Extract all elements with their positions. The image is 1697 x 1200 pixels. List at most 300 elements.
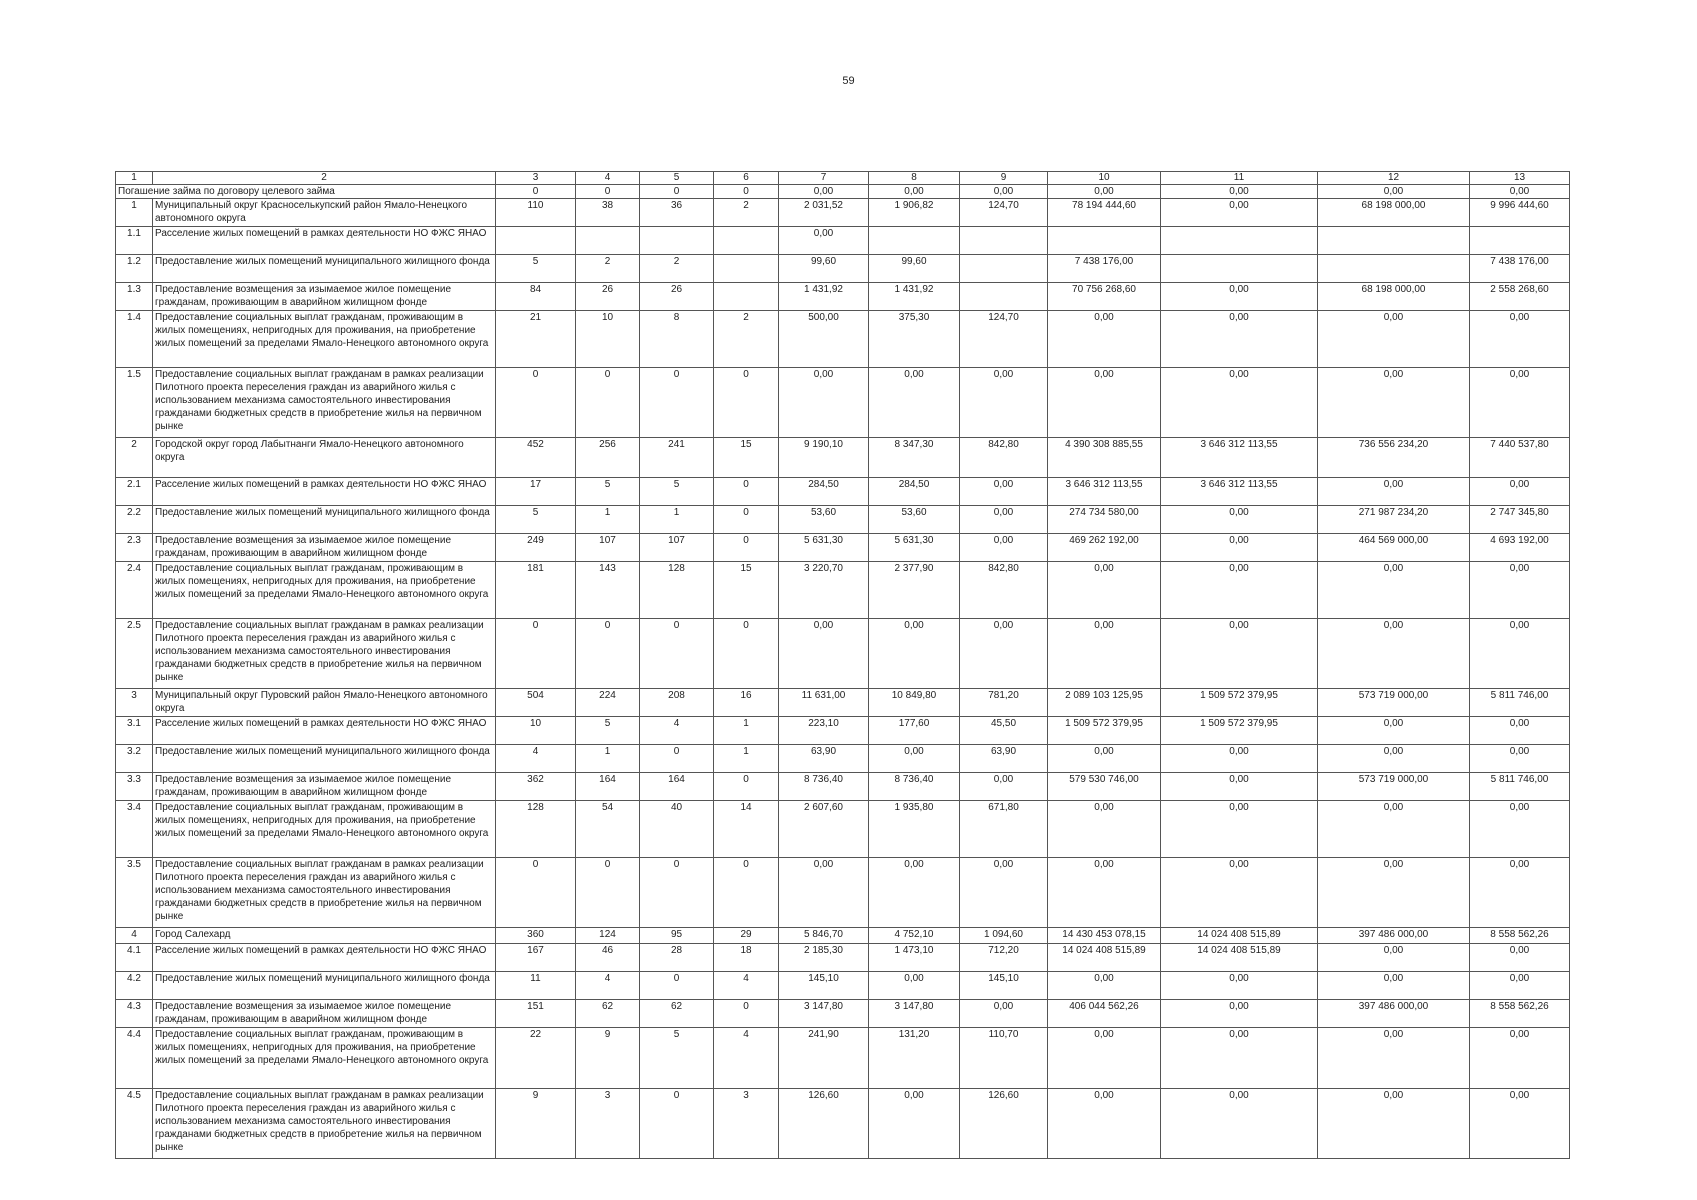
value-cell: 1 094,60 — [960, 928, 1048, 944]
value-cell: 0,00 — [1161, 773, 1318, 801]
value-cell: 274 734 580,00 — [1048, 506, 1161, 534]
value-cell: 68 198 000,00 — [1318, 283, 1470, 311]
value-cell: 14 024 408 515,89 — [1048, 944, 1161, 972]
value-cell: 45,50 — [960, 717, 1048, 745]
value-cell: 164 — [640, 773, 714, 801]
value-cell: 4 390 308 885,55 — [1048, 438, 1161, 478]
value-cell: 46 — [576, 944, 640, 972]
value-cell: 500,00 — [779, 311, 869, 368]
value-cell: 126,60 — [960, 1089, 1048, 1159]
value-cell — [869, 227, 960, 255]
value-cell: 736 556 234,20 — [1318, 438, 1470, 478]
value-cell: 0,00 — [1318, 368, 1470, 438]
value-cell: 5 — [576, 478, 640, 506]
row-description: Предоставление возмещения за изымаемое жилое помещение гражданам, проживающим в аварийном жилищном фонде — [153, 534, 496, 562]
value-cell: 99,60 — [779, 255, 869, 283]
table-row — [116, 1089, 1570, 1159]
value-cell: 0,00 — [1048, 368, 1161, 438]
value-cell: 0,00 — [1161, 1000, 1318, 1028]
column-number-row — [116, 172, 1570, 185]
row-number: 3.3 — [116, 773, 153, 801]
value-cell: 256 — [576, 438, 640, 478]
value-cell: 15 — [714, 562, 779, 619]
value-cell — [1318, 255, 1470, 283]
table-row — [116, 801, 1570, 858]
value-cell: 62 — [576, 1000, 640, 1028]
value-cell — [1161, 255, 1318, 283]
value-cell: 5 846,70 — [779, 928, 869, 944]
value-cell: 0,00 — [1161, 801, 1318, 858]
value-cell: 10 — [496, 717, 576, 745]
value-cell: 63,90 — [779, 745, 869, 773]
value-cell: 0,00 — [1161, 283, 1318, 311]
value-cell: 0,00 — [1161, 1028, 1318, 1089]
value-cell: 0,00 — [1318, 972, 1470, 1000]
value-cell: 249 — [496, 534, 576, 562]
value-cell: 4 693 192,00 — [1470, 534, 1570, 562]
value-cell: 1 509 572 379,95 — [1161, 717, 1318, 745]
value-cell: 177,60 — [869, 717, 960, 745]
row-number: 1.3 — [116, 283, 153, 311]
value-cell: 14 — [714, 801, 779, 858]
value-cell: 4 — [496, 745, 576, 773]
value-cell: 38 — [576, 199, 640, 227]
row-number: 4 — [116, 928, 153, 944]
row-number: 4.1 — [116, 944, 153, 972]
value-cell: 143 — [576, 562, 640, 619]
value-cell — [1161, 227, 1318, 255]
value-cell: 0 — [496, 185, 576, 199]
value-cell: 0,00 — [960, 1000, 1048, 1028]
resettlement-table — [115, 171, 1570, 1159]
column-header: 1 — [116, 172, 153, 185]
value-cell: 5 — [640, 478, 714, 506]
value-cell: 573 719 000,00 — [1318, 689, 1470, 717]
value-cell: 9 — [576, 1028, 640, 1089]
value-cell: 95 — [640, 928, 714, 944]
column-header: 13 — [1470, 172, 1570, 185]
value-cell: 0,00 — [1161, 311, 1318, 368]
value-cell: 5 631,30 — [779, 534, 869, 562]
row-description: Расселение жилых помещений в рамках деятельности НО ФЖС ЯНАО — [153, 227, 496, 255]
value-cell: 2 558 268,60 — [1470, 283, 1570, 311]
value-cell: 3 646 312 113,55 — [1161, 438, 1318, 478]
value-cell: 4 752,10 — [869, 928, 960, 944]
table-row — [116, 928, 1570, 944]
row-number: 1.2 — [116, 255, 153, 283]
column-header: 12 — [1318, 172, 1470, 185]
table-row — [116, 311, 1570, 368]
value-cell: 0 — [640, 745, 714, 773]
value-cell: 0,00 — [1161, 185, 1318, 199]
row-description: Предоставление возмещения за изымаемое жилое помещение гражданам, проживающим в аварийном жилищном фонде — [153, 1000, 496, 1028]
value-cell: 1 473,10 — [869, 944, 960, 972]
column-header: 5 — [640, 172, 714, 185]
value-cell: 284,50 — [779, 478, 869, 506]
value-cell: 0,00 — [869, 619, 960, 689]
table-row — [116, 283, 1570, 311]
value-cell: 7 438 176,00 — [1470, 255, 1570, 283]
row-number: 2 — [116, 438, 153, 478]
row-description: Предоставление социальных выплат гражданам, проживающим в жилых помещениях, непригодных для проживания, на приобретение жилых помещений за пределами Ямало-Ненецкого автономного округа — [153, 801, 496, 858]
value-cell: 8 558 562,26 — [1470, 1000, 1570, 1028]
row-number: 2.5 — [116, 619, 153, 689]
row-number: 2.4 — [116, 562, 153, 619]
value-cell — [960, 255, 1048, 283]
value-cell: 128 — [496, 801, 576, 858]
value-cell: 712,20 — [960, 944, 1048, 972]
column-header: 6 — [714, 172, 779, 185]
value-cell: 26 — [640, 283, 714, 311]
value-cell: 0 — [714, 506, 779, 534]
value-cell: 5 — [576, 717, 640, 745]
value-cell: 0,00 — [1048, 972, 1161, 1000]
value-cell: 2 — [640, 255, 714, 283]
value-cell: 406 044 562,26 — [1048, 1000, 1161, 1028]
value-cell: 0,00 — [960, 478, 1048, 506]
value-cell: 8 736,40 — [869, 773, 960, 801]
value-cell: 8 347,30 — [869, 438, 960, 478]
value-cell: 0,00 — [1318, 745, 1470, 773]
value-cell: 1 — [576, 745, 640, 773]
value-cell — [576, 227, 640, 255]
value-cell: 0,00 — [1048, 1089, 1161, 1159]
row-description: Расселение жилых помещений в рамках деятельности НО ФЖС ЯНАО — [153, 717, 496, 745]
value-cell: 0 — [640, 368, 714, 438]
value-cell: 0,00 — [1048, 619, 1161, 689]
row-number: 1.4 — [116, 311, 153, 368]
value-cell: 164 — [576, 773, 640, 801]
value-cell: 452 — [496, 438, 576, 478]
value-cell: 0,00 — [1318, 801, 1470, 858]
value-cell: 3 220,70 — [779, 562, 869, 619]
value-cell: 0 — [714, 858, 779, 928]
value-cell: 284,50 — [869, 478, 960, 506]
row-description: Предоставление социальных выплат гражданам в рамках реализации Пилотного проекта переселения граждан из аварийного жилья с использованием механизма самостоятельного инвестирования гражданами бюджетных средств в приобретение жилья на первичном рынке — [153, 1089, 496, 1159]
value-cell: 0 — [640, 619, 714, 689]
row-description: Город Салехард — [153, 928, 496, 944]
row-description: Предоставление социальных выплат гражданам, проживающим в жилых помещениях, непригодных для проживания, на приобретение жилых помещений за пределами Ямало-Ненецкого автономного округа — [153, 562, 496, 619]
column-header: 11 — [1161, 172, 1318, 185]
table-row — [116, 478, 1570, 506]
value-cell: 3 147,80 — [779, 1000, 869, 1028]
value-cell: 1 906,82 — [869, 199, 960, 227]
table-row — [116, 506, 1570, 534]
value-cell: 78 194 444,60 — [1048, 199, 1161, 227]
value-cell: 0,00 — [1470, 311, 1570, 368]
value-cell: 0,00 — [869, 972, 960, 1000]
row-description: Предоставление жилых помещений муниципального жилищного фонда — [153, 745, 496, 773]
value-cell: 2 — [576, 255, 640, 283]
table-row — [116, 972, 1570, 1000]
row-description: Предоставление жилых помещений муниципального жилищного фонда — [153, 506, 496, 534]
column-header: 4 — [576, 172, 640, 185]
value-cell: 1 431,92 — [779, 283, 869, 311]
value-cell: 2 031,52 — [779, 199, 869, 227]
value-cell — [714, 227, 779, 255]
table-row — [116, 944, 1570, 972]
value-cell: 362 — [496, 773, 576, 801]
value-cell: 1 509 572 379,95 — [1161, 689, 1318, 717]
value-cell: 124 — [576, 928, 640, 944]
value-cell: 842,80 — [960, 562, 1048, 619]
value-cell: 40 — [640, 801, 714, 858]
value-cell: 1 — [714, 717, 779, 745]
value-cell: 360 — [496, 928, 576, 944]
value-cell: 0,00 — [1048, 801, 1161, 858]
value-cell: 0 — [714, 534, 779, 562]
value-cell: 1 431,92 — [869, 283, 960, 311]
value-cell: 0 — [576, 619, 640, 689]
value-cell: 0,00 — [779, 368, 869, 438]
row-number: 4.5 — [116, 1089, 153, 1159]
value-cell: 0,00 — [1318, 562, 1470, 619]
value-cell: 124,70 — [960, 311, 1048, 368]
value-cell: 62 — [640, 1000, 714, 1028]
value-cell: 397 486 000,00 — [1318, 928, 1470, 944]
column-header: 7 — [779, 172, 869, 185]
page-number: 59 — [842, 75, 855, 87]
value-cell: 2 747 345,80 — [1470, 506, 1570, 534]
value-cell: 7 438 176,00 — [1048, 255, 1161, 283]
value-cell: 8 736,40 — [779, 773, 869, 801]
value-cell: 99,60 — [869, 255, 960, 283]
value-cell: 14 024 408 515,89 — [1161, 944, 1318, 972]
value-cell: 2 607,60 — [779, 801, 869, 858]
value-cell: 126,60 — [779, 1089, 869, 1159]
row-description: Предоставление жилых помещений муниципального жилищного фонда — [153, 255, 496, 283]
value-cell: 1 — [714, 745, 779, 773]
value-cell: 1 935,80 — [869, 801, 960, 858]
value-cell: 29 — [714, 928, 779, 944]
value-cell: 0,00 — [1318, 185, 1470, 199]
value-cell: 1 509 572 379,95 — [1048, 717, 1161, 745]
value-cell: 36 — [640, 199, 714, 227]
value-cell: 0,00 — [1161, 506, 1318, 534]
value-cell: 397 486 000,00 — [1318, 1000, 1470, 1028]
value-cell: 464 569 000,00 — [1318, 534, 1470, 562]
value-cell: 0,00 — [869, 858, 960, 928]
value-cell: 0,00 — [1470, 801, 1570, 858]
value-cell: 1 — [576, 506, 640, 534]
value-cell: 0,00 — [1048, 311, 1161, 368]
value-cell: 9 — [496, 1089, 576, 1159]
value-cell: 0 — [496, 858, 576, 928]
value-cell: 0,00 — [960, 185, 1048, 199]
value-cell: 0,00 — [1470, 368, 1570, 438]
value-cell: 0,00 — [1470, 717, 1570, 745]
value-cell: 1 — [640, 506, 714, 534]
row-description: Предоставление социальных выплат гражданам в рамках реализации Пилотного проекта переселения граждан из аварийного жилья с использованием механизма самостоятельного инвестирования гражданами бюджетных средств в приобретение жилья на первичном рынке — [153, 368, 496, 438]
value-cell: 0,00 — [1470, 185, 1570, 199]
value-cell: 0 — [640, 858, 714, 928]
value-cell: 70 756 268,60 — [1048, 283, 1161, 311]
value-cell: 3 — [714, 1089, 779, 1159]
value-cell: 5 — [640, 1028, 714, 1089]
value-cell: 0,00 — [779, 227, 869, 255]
table-row — [116, 255, 1570, 283]
value-cell: 0 — [714, 1000, 779, 1028]
value-cell: 4 — [714, 972, 779, 1000]
value-cell: 0,00 — [960, 619, 1048, 689]
value-cell: 10 849,80 — [869, 689, 960, 717]
value-cell: 0,00 — [779, 185, 869, 199]
value-cell: 573 719 000,00 — [1318, 773, 1470, 801]
value-cell: 0,00 — [779, 858, 869, 928]
value-cell: 10 — [576, 311, 640, 368]
value-cell: 0 — [496, 619, 576, 689]
value-cell: 2 — [714, 311, 779, 368]
value-cell: 0,00 — [1161, 745, 1318, 773]
value-cell: 0 — [714, 619, 779, 689]
table-row — [116, 199, 1570, 227]
value-cell: 3 646 312 113,55 — [1161, 478, 1318, 506]
value-cell: 84 — [496, 283, 576, 311]
value-cell: 0,00 — [1048, 858, 1161, 928]
row-description: Предоставление социальных выплат гражданам в рамках реализации Пилотного проекта переселения граждан из аварийного жилья с использованием механизма самостоятельного инвестирования гражданами бюджетных средств в приобретение жилья на первичном рынке — [153, 858, 496, 928]
value-cell: 0,00 — [1161, 562, 1318, 619]
value-cell: 0,00 — [779, 619, 869, 689]
value-cell: 504 — [496, 689, 576, 717]
value-cell: 8 — [640, 311, 714, 368]
value-cell: 0,00 — [1161, 199, 1318, 227]
table-row — [116, 717, 1570, 745]
row-description: Расселение жилых помещений в рамках деятельности НО ФЖС ЯНАО — [153, 478, 496, 506]
value-cell: 0,00 — [1470, 944, 1570, 972]
value-cell: 0,00 — [1318, 619, 1470, 689]
value-cell: 579 530 746,00 — [1048, 773, 1161, 801]
value-cell: 167 — [496, 944, 576, 972]
value-cell: 9 190,10 — [779, 438, 869, 478]
value-cell: 63,90 — [960, 745, 1048, 773]
value-cell: 0 — [714, 185, 779, 199]
value-cell: 0,00 — [1318, 1089, 1470, 1159]
value-cell: 53,60 — [779, 506, 869, 534]
row-number: 3.2 — [116, 745, 153, 773]
value-cell: 107 — [576, 534, 640, 562]
row-number: 1.1 — [116, 227, 153, 255]
value-cell: 0,00 — [1161, 972, 1318, 1000]
value-cell: 4 — [576, 972, 640, 1000]
value-cell: 0,00 — [960, 368, 1048, 438]
value-cell: 11 — [496, 972, 576, 1000]
value-cell: 18 — [714, 944, 779, 972]
value-cell: 0,00 — [1470, 1089, 1570, 1159]
value-cell: 0,00 — [1470, 745, 1570, 773]
table-row — [116, 438, 1570, 478]
value-cell: 5 — [496, 506, 576, 534]
row-number: 3 — [116, 689, 153, 717]
table-row — [116, 534, 1570, 562]
value-cell: 0,00 — [1318, 478, 1470, 506]
value-cell: 181 — [496, 562, 576, 619]
value-cell: 110,70 — [960, 1028, 1048, 1089]
value-cell: 0,00 — [960, 773, 1048, 801]
value-cell: 842,80 — [960, 438, 1048, 478]
table-row — [116, 745, 1570, 773]
row-number: 4.2 — [116, 972, 153, 1000]
value-cell: 241,90 — [779, 1028, 869, 1089]
value-cell: 0,00 — [869, 1089, 960, 1159]
value-cell: 271 987 234,20 — [1318, 506, 1470, 534]
value-cell: 28 — [640, 944, 714, 972]
value-cell: 3 — [576, 1089, 640, 1159]
table-row — [116, 562, 1570, 619]
column-header: 3 — [496, 172, 576, 185]
row-description: Предоставление социальных выплат гражданам, проживающим в жилых помещениях, непригодных для проживания, на приобретение жилых помещений за пределами Ямало-Ненецкого автономного округа — [153, 311, 496, 368]
value-cell: 151 — [496, 1000, 576, 1028]
value-cell: 0,00 — [1318, 311, 1470, 368]
value-cell: 0,00 — [960, 534, 1048, 562]
value-cell: 0,00 — [1161, 534, 1318, 562]
value-cell: 0,00 — [1470, 619, 1570, 689]
row-description: Предоставление социальных выплат гражданам в рамках реализации Пилотного проекта переселения граждан из аварийного жилья с использованием механизма самостоятельного инвестирования гражданами бюджетных средств в приобретение жилья на первичном рынке — [153, 619, 496, 689]
row-number: 1.5 — [116, 368, 153, 438]
value-cell: 671,80 — [960, 801, 1048, 858]
value-cell: 5 — [496, 255, 576, 283]
value-cell: 0 — [576, 368, 640, 438]
value-cell: 0,00 — [1161, 858, 1318, 928]
value-cell: 145,10 — [960, 972, 1048, 1000]
value-cell — [960, 283, 1048, 311]
row-number: 2.3 — [116, 534, 153, 562]
table-row — [116, 1028, 1570, 1089]
value-cell: 0,00 — [1048, 562, 1161, 619]
table-row — [116, 227, 1570, 255]
value-cell: 4 — [714, 1028, 779, 1089]
value-cell: 0 — [640, 972, 714, 1000]
row-number: 2.1 — [116, 478, 153, 506]
value-cell: 0,00 — [960, 506, 1048, 534]
table-row — [116, 1000, 1570, 1028]
value-cell: 0,00 — [1048, 185, 1161, 199]
value-cell: 2 377,90 — [869, 562, 960, 619]
value-cell: 208 — [640, 689, 714, 717]
value-cell: 0,00 — [869, 185, 960, 199]
value-cell: 7 440 537,80 — [1470, 438, 1570, 478]
value-cell: 2 — [714, 199, 779, 227]
value-cell: 0,00 — [1470, 1028, 1570, 1089]
row-number: 3.5 — [116, 858, 153, 928]
value-cell: 0 — [576, 858, 640, 928]
row-number: 1 — [116, 199, 153, 227]
value-cell: 22 — [496, 1028, 576, 1089]
column-header: 10 — [1048, 172, 1161, 185]
value-cell: 0,00 — [1161, 1089, 1318, 1159]
value-cell: 375,30 — [869, 311, 960, 368]
row-description: Предоставление жилых помещений муниципального жилищного фонда — [153, 972, 496, 1000]
row-description: Предоставление возмещения за изымаемое жилое помещение гражданам, проживающим в аварийном жилищном фонде — [153, 773, 496, 801]
value-cell: 0 — [496, 368, 576, 438]
column-header: 8 — [869, 172, 960, 185]
value-cell: 5 811 746,00 — [1470, 773, 1570, 801]
value-cell: 5 631,30 — [869, 534, 960, 562]
value-cell: 0,00 — [1318, 858, 1470, 928]
value-cell: 15 — [714, 438, 779, 478]
row-number: 4.4 — [116, 1028, 153, 1089]
value-cell: 0,00 — [1318, 717, 1470, 745]
value-cell: 5 811 746,00 — [1470, 689, 1570, 717]
value-cell: 17 — [496, 478, 576, 506]
value-cell: 0 — [714, 773, 779, 801]
value-cell: 11 631,00 — [779, 689, 869, 717]
value-cell: 0,00 — [1470, 858, 1570, 928]
value-cell: 145,10 — [779, 972, 869, 1000]
value-cell: 0,00 — [1048, 1028, 1161, 1089]
value-cell: 0,00 — [869, 745, 960, 773]
value-cell: 0,00 — [1318, 1028, 1470, 1089]
row-number: 4.3 — [116, 1000, 153, 1028]
